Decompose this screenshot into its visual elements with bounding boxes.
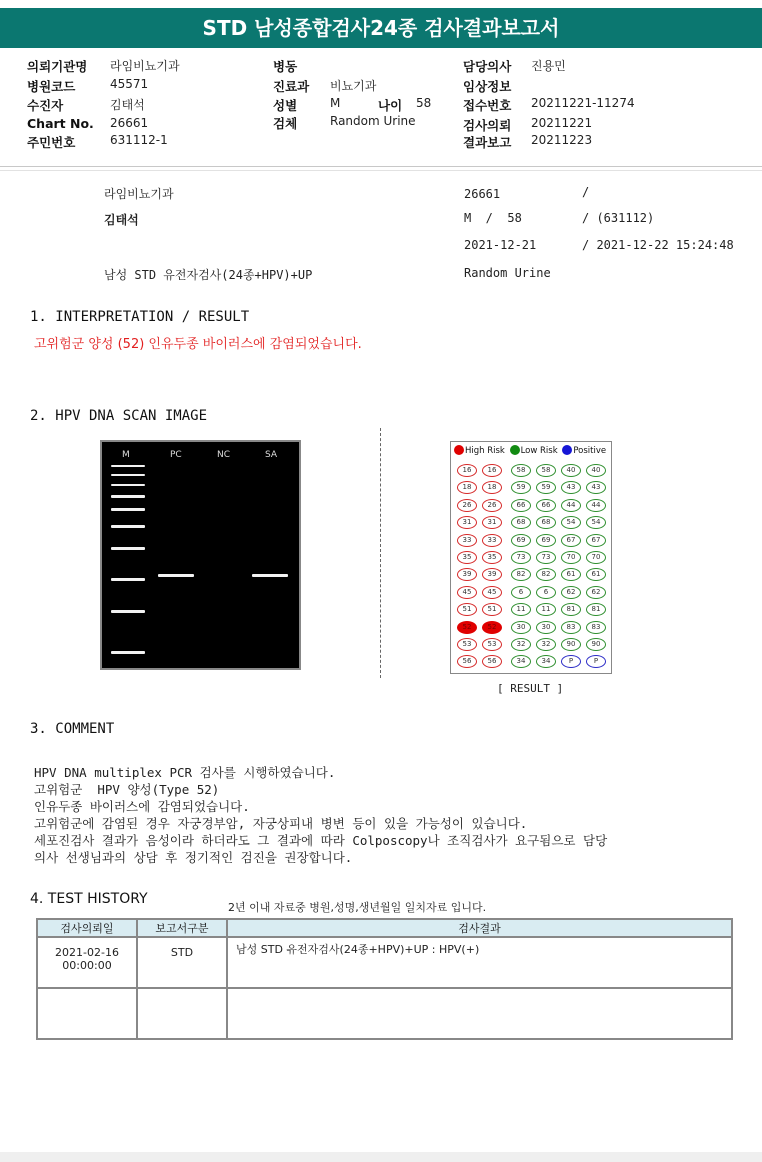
hpv-type-52: 52 [457,621,477,634]
info-label: 수진자 [27,98,64,113]
hpv-type-44: 44 [586,499,606,512]
summary-test-name: 남성 STD 유전자검사(24종+HPV)+UP [104,268,313,282]
hpv-type-26: 26 [457,499,477,512]
hpv-type-59: 59 [511,481,531,494]
hpv-type-43: 43 [586,481,606,494]
summary-patient: 김태석 [104,213,139,227]
gel-image [100,440,301,670]
info-value: 20211221-11274 [531,96,635,110]
info-label: 검체 [273,116,298,131]
hpv-type-31: 31 [482,516,502,529]
report-title: STD 남성종합검사24종 검사결과보고서 [0,8,762,48]
hpv-type-39: 39 [482,568,502,581]
legend-high: High Risk [465,446,505,456]
hpv-type-16: 16 [457,464,477,477]
hpv-type-90: 90 [561,638,581,651]
bottom-bar [0,1152,762,1162]
history-result [227,988,732,1039]
hpv-type-18: 18 [457,481,477,494]
info-label: 담당의사 [463,59,512,74]
hpv-type-51: 51 [482,603,502,616]
table-row [37,988,732,1039]
hpv-type-45: 45 [482,586,502,599]
hpv-type-P: P [561,655,581,668]
hpv-type-66: 66 [536,499,556,512]
lane-label-sa: SA [265,450,278,460]
hpv-type-35: 35 [482,551,502,564]
hpv-result-panel [450,441,612,674]
hpv-type-81: 81 [561,603,581,616]
marker-band [111,525,145,528]
marker-band [111,465,145,467]
marker-band [111,508,145,511]
hpv-type-34: 34 [536,655,556,668]
info-value: 김태석 [110,98,145,112]
info-label: 접수번호 [463,98,512,113]
hpv-type-62: 62 [561,586,581,599]
hpv-type-6: 6 [536,586,556,599]
info-value: 비뇨기과 [330,79,377,93]
history-result: 남성 STD 유전자검사(24종+HPV)+UP : HPV(+) [227,937,732,988]
hpv-type-33: 33 [457,534,477,547]
history-date-cell [37,937,137,988]
summary-slash: / [582,185,590,199]
info-value: M [330,96,341,110]
hpv-type-67: 67 [561,534,581,547]
history-header: 검사결과 [227,919,732,937]
summary-received: 2021-12-21 [464,238,537,252]
info-label: 병원코드 [27,79,76,94]
info-label: 성별 [273,98,298,113]
marker-band [111,610,145,613]
hpv-type-40: 40 [561,464,581,477]
marker-band [111,474,145,476]
history-table [36,918,733,1040]
comment-line: 고위험군 HPV 양성(Type 52) [34,782,220,797]
hpv-type-P: P [586,655,606,668]
hpv-type-11: 11 [536,603,556,616]
hpv-type-54: 54 [561,516,581,529]
hpv-type-62: 62 [586,586,606,599]
hpv-type-35: 35 [457,551,477,564]
panel-legend [454,445,606,456]
hpv-type-32: 32 [511,638,531,651]
hpv-type-56: 56 [482,655,502,668]
hpv-type-68: 68 [511,516,531,529]
summary-reported: / 2021-12-22 15:24:48 [582,238,734,252]
marker-band [111,495,145,498]
hpv-type-53: 53 [457,638,477,651]
legend-low: Low Risk [520,446,558,456]
comment-line: 인유두종 바이러스에 감염되었습니다. [34,799,250,814]
hpv-type-73: 73 [511,551,531,564]
hpv-type-44: 44 [561,499,581,512]
summary-birth: / (631112) [582,211,655,225]
hpv-type-56: 56 [457,655,477,668]
info-label: 임상정보 [463,79,512,94]
info-value: 라임비뇨기과 [110,59,180,73]
lane-label-nc: NC [217,450,231,460]
hpv-type-31: 31 [457,516,477,529]
history-type [137,988,227,1039]
history-title: 4. TEST HISTORY [30,891,148,907]
hpv-type-16: 16 [482,464,502,477]
comment-line: 의사 선생님과의 상담 후 정기적인 검진을 권장합니다. [34,850,353,865]
sa-band [252,574,288,577]
low-risk-dot-icon [510,445,520,455]
marker-band [111,578,145,581]
info-value: 20211223 [531,133,593,147]
hpv-type-70: 70 [561,551,581,564]
hpv-type-39: 39 [457,568,477,581]
hpv-type-58: 58 [536,464,556,477]
hpv-type-30: 30 [536,621,556,634]
marker-band [111,547,145,550]
age-label: 나이 [378,98,403,113]
comment-title: 3. COMMENT [30,721,115,737]
hpv-type-40: 40 [586,464,606,477]
hpv-type-83: 83 [561,621,581,634]
scan-title: 2. HPV DNA SCAN IMAGE [30,408,208,424]
summary-chart: 26661 [464,187,501,201]
positive-dot-icon [562,445,572,455]
comment-line: 세포진검사 결과가 음성이라 하더라도 그 결과에 따라 Colposcopy나 조직검사가 요구됨으로 담당 [34,833,608,848]
hpv-type-73: 73 [536,551,556,564]
hpv-type-34: 34 [511,655,531,668]
interpretation-text: 고위험군 양성 (52) 인유두종 바이러스에 감염되었습니다. [34,337,362,352]
hpv-type-11: 11 [511,603,531,616]
hpv-type-68: 68 [536,516,556,529]
history-time: 00:00:00 [62,959,112,972]
hpv-type-33: 33 [482,534,502,547]
hpv-type-26: 26 [482,499,502,512]
divider-line [0,170,762,171]
interpretation-title: 1. INTERPRETATION / RESULT [30,309,250,325]
info-value: 진용민 [531,59,566,73]
summary-specimen: Random Urine [464,266,551,280]
history-type: STD [137,937,227,988]
comment-line: HPV DNA multiplex PCR 검사를 시행하였습니다. [34,765,336,780]
hpv-type-32: 32 [536,638,556,651]
history-header: 검사의뢰일 [37,919,137,937]
hpv-type-52: 52 [482,621,502,634]
info-label: 의뢰기관명 [27,59,88,74]
info-value: Random Urine [330,114,416,128]
section-divider [380,428,381,678]
info-label: 검사의뢰 [463,118,512,133]
history-date: 2021-02-16 [55,946,119,959]
info-label: 결과보고 [463,135,512,150]
hpv-type-30: 30 [511,621,531,634]
info-label: Chart No. [27,116,94,131]
pc-band [158,574,194,577]
marker-band [111,484,145,486]
hpv-type-54: 54 [586,516,606,529]
info-label: 주민번호 [27,135,76,150]
lane-label-pc: PC [170,450,182,460]
info-value: 26661 [110,116,149,130]
hpv-type-82: 82 [536,568,556,581]
hpv-type-67: 67 [586,534,606,547]
hpv-type-53: 53 [482,638,502,651]
hpv-type-45: 45 [457,586,477,599]
table-row [37,937,732,988]
info-value: 631112-1 [110,133,168,147]
hpv-type-69: 69 [511,534,531,547]
history-note: 2년 이내 자료중 병원,성명,생년월일 일치자료 입니다. [228,901,487,914]
hpv-type-61: 61 [586,568,606,581]
hpv-type-18: 18 [482,481,502,494]
hpv-type-70: 70 [586,551,606,564]
hpv-type-82: 82 [511,568,531,581]
result-caption: [ RESULT ] [497,682,564,695]
hpv-type-51: 51 [457,603,477,616]
summary-sex-age: M / 58 [464,211,522,225]
history-date-cell [37,988,137,1039]
comment-line: 고위험군에 감염된 경우 자궁경부암, 자궁상피내 병변 등이 있을 가능성이 있습니다. [34,816,528,831]
age-value: 58 [416,96,432,110]
hpv-type-58: 58 [511,464,531,477]
hpv-type-6: 6 [511,586,531,599]
hpv-type-66: 66 [511,499,531,512]
history-header: 보고서구분 [137,919,227,937]
info-label: 진료과 [273,79,310,94]
marker-band [111,651,145,654]
legend-positive: Positive [573,446,607,456]
hpv-type-81: 81 [586,603,606,616]
high-risk-dot-icon [454,445,464,455]
hpv-type-59: 59 [536,481,556,494]
hpv-type-83: 83 [586,621,606,634]
info-label: 병동 [273,59,298,74]
divider-line [0,166,762,167]
hpv-type-90: 90 [586,638,606,651]
hpv-type-43: 43 [561,481,581,494]
hpv-type-61: 61 [561,568,581,581]
info-value: 45571 [110,77,149,91]
hpv-type-69: 69 [536,534,556,547]
lane-label-m: M [122,450,130,460]
summary-hospital: 라임비뇨기과 [104,187,174,201]
info-value: 20211221 [531,116,593,130]
